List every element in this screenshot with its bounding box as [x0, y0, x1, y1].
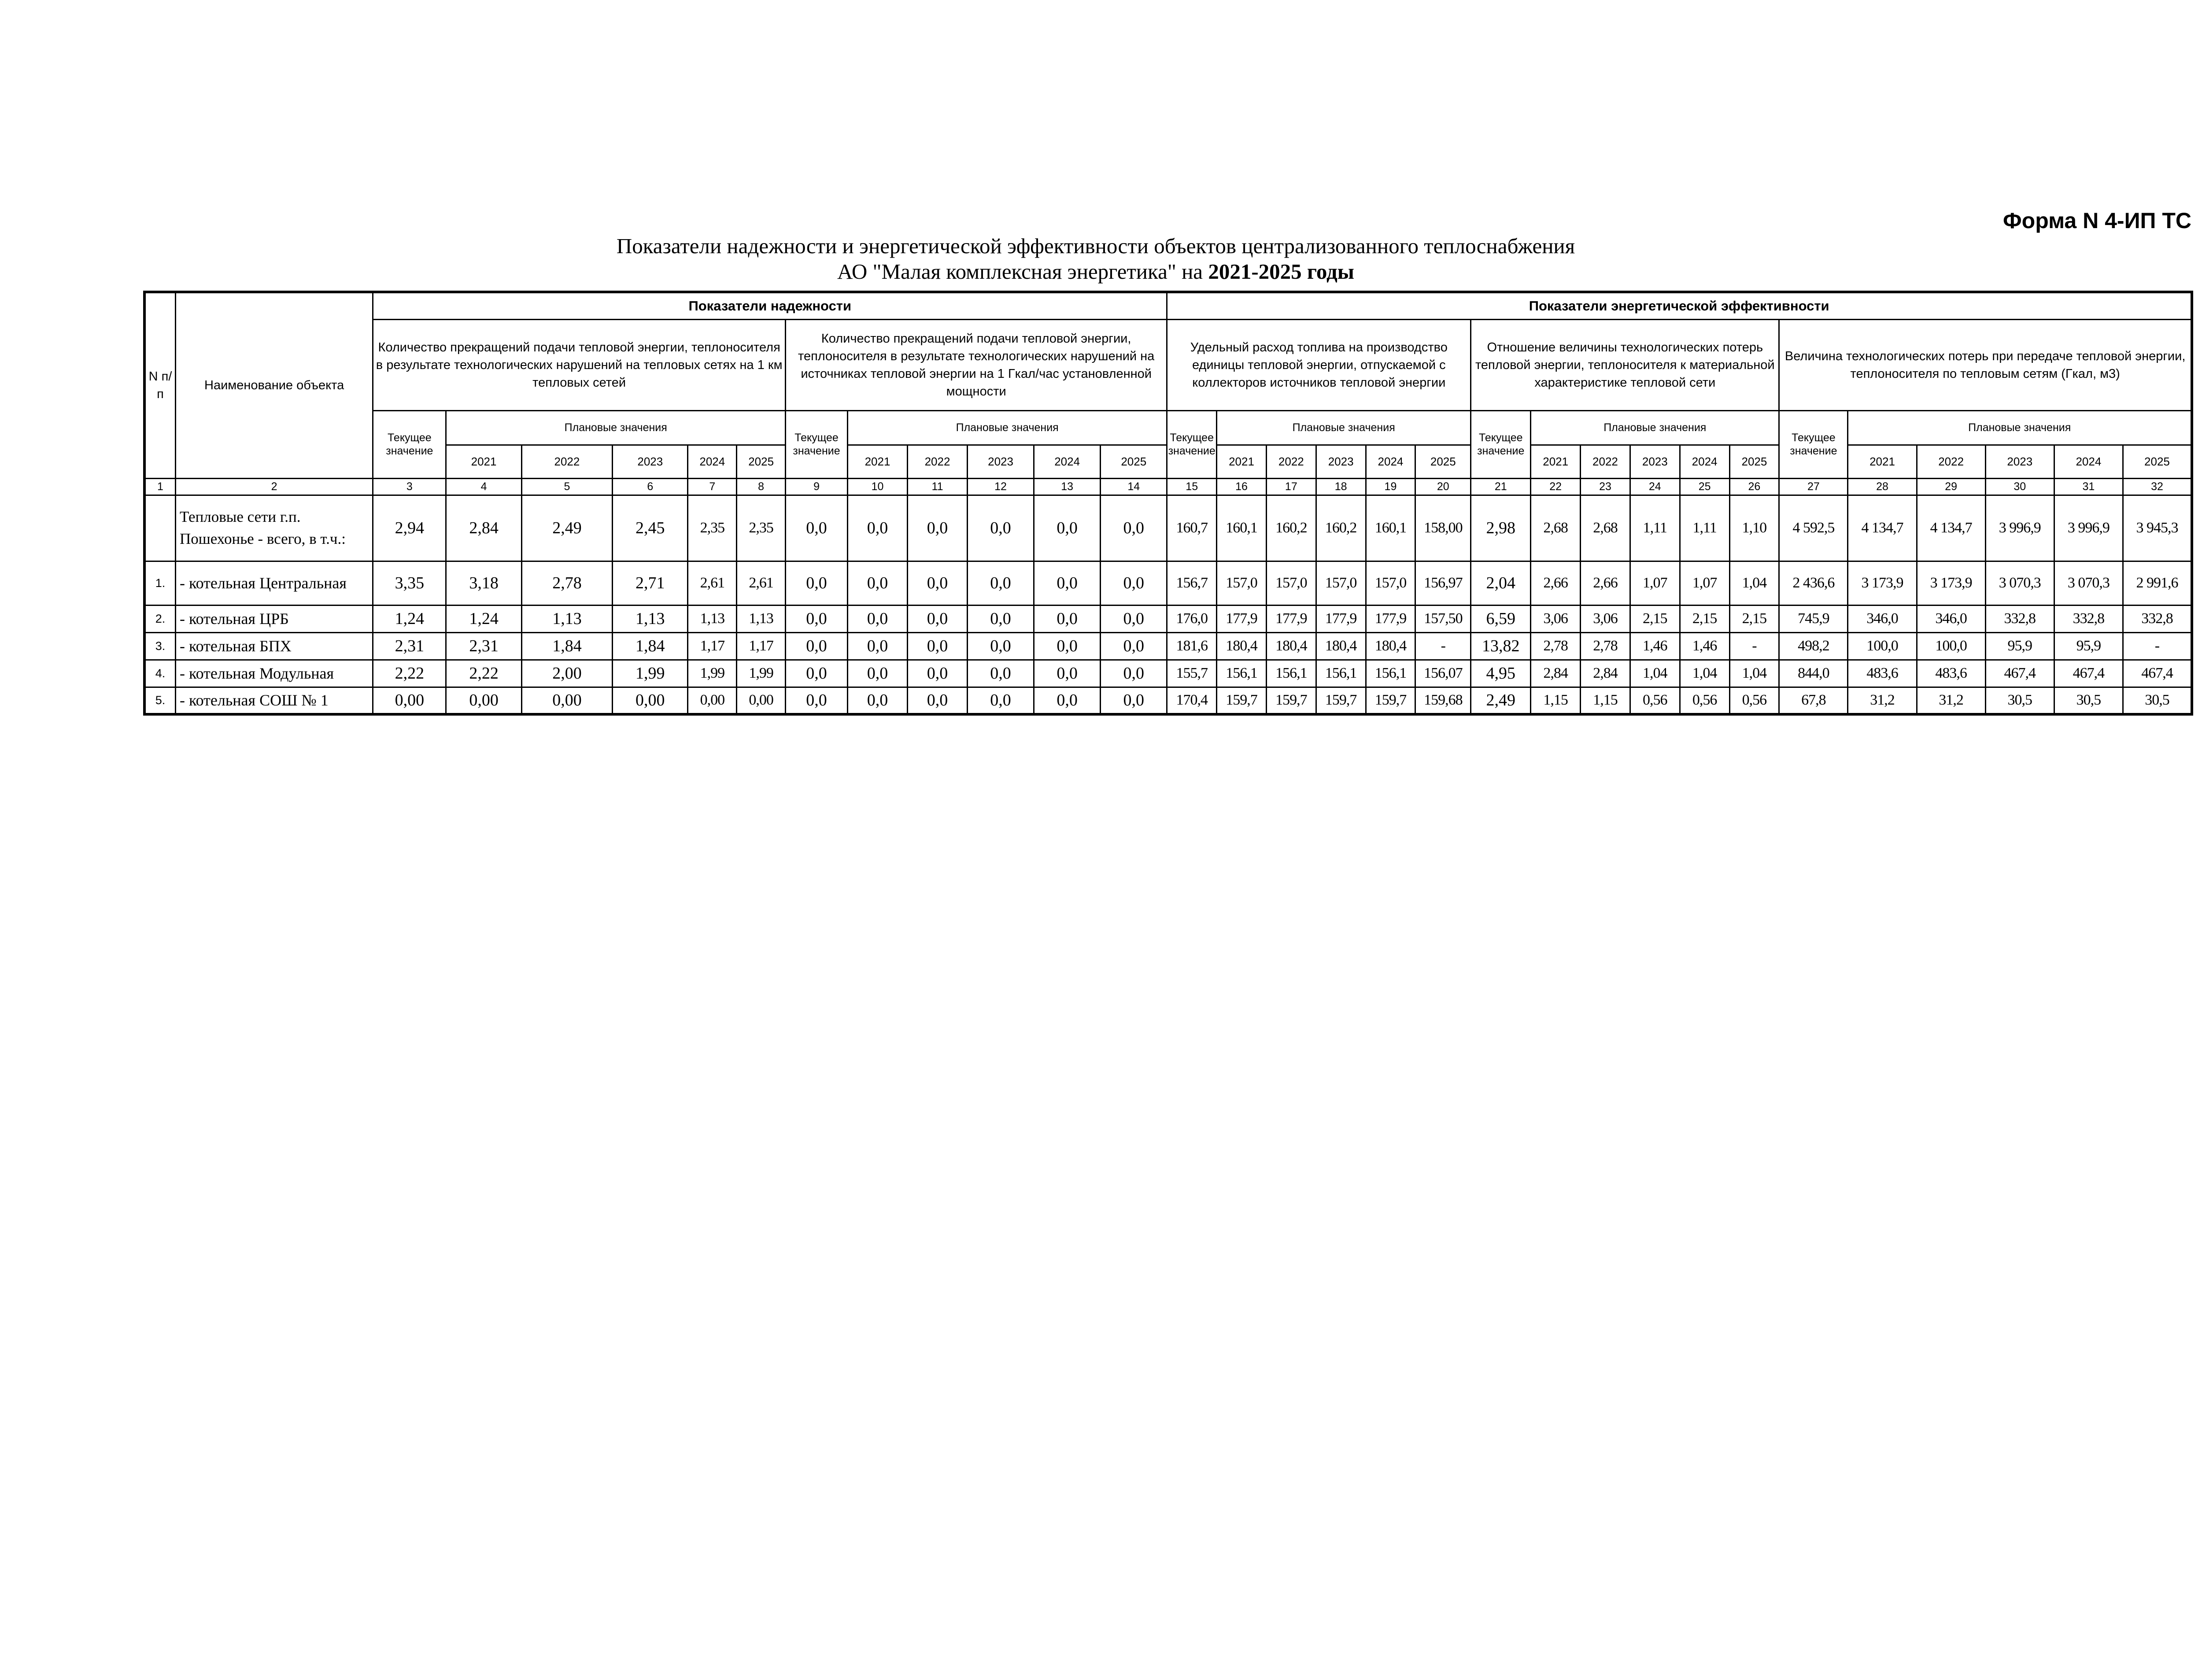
value-cell: 0,0 [848, 561, 908, 605]
value-cell: 1,04 [1729, 660, 1779, 687]
value-cell: 159,7 [1217, 687, 1267, 714]
value-cell: 0,0 [1101, 660, 1167, 687]
value-cell: 1,04 [1680, 660, 1729, 687]
value-cell: 0,0 [848, 687, 908, 714]
value-cell: 3 945,3 [2123, 495, 2192, 561]
value-cell: 2,45 [613, 495, 688, 561]
header-planned-1: Плановые значения [446, 410, 786, 445]
title-line-1: Показатели надежности и энергетической эффективности объектов централизованного теплоснабжения [616, 234, 1575, 258]
value-cell: 483,6 [1917, 660, 1985, 687]
header-current-4: Текущее значение [1471, 410, 1531, 478]
value-cell: 332,8 [2123, 605, 2192, 632]
year-cell: 2022 [1917, 445, 1985, 478]
value-cell: 346,0 [1917, 605, 1985, 632]
value-cell: - [1729, 632, 1779, 660]
header-planned-2: Плановые значения [848, 410, 1167, 445]
value-cell: 180,4 [1366, 632, 1415, 660]
column-numbers-row [144, 478, 2192, 495]
row-number: 1. [144, 561, 176, 605]
value-cell: 67,8 [1779, 687, 1848, 714]
value-cell: 0,56 [1630, 687, 1680, 714]
column-number: 10 [848, 478, 908, 495]
header-planned-4: Плановые значения [1531, 410, 1779, 445]
column-number: 6 [613, 478, 688, 495]
value-cell: 3,06 [1581, 605, 1630, 632]
value-cell: 160,1 [1366, 495, 1415, 561]
header-planned-3: Плановые значения [1217, 410, 1471, 445]
value-cell: 2,66 [1581, 561, 1630, 605]
value-cell: 3 996,9 [1985, 495, 2054, 561]
value-cell: 1,04 [1630, 660, 1680, 687]
value-cell: 1,15 [1531, 687, 1581, 714]
value-cell: 0,0 [968, 605, 1034, 632]
value-cell: 1,84 [613, 632, 688, 660]
column-number: 20 [1415, 478, 1471, 495]
value-cell: 0,0 [1034, 495, 1101, 561]
value-cell: 467,4 [1985, 660, 2054, 687]
value-cell: 0,0 [968, 561, 1034, 605]
year-cell: 2025 [737, 445, 786, 478]
header-group-5: Величина технологических потерь при передаче тепловой энергии, теплоносителя по тепловым сетям (Гкал, м3) [1779, 319, 2192, 410]
value-cell: 2,66 [1531, 561, 1581, 605]
value-cell: 0,0 [786, 687, 848, 714]
column-number: 24 [1630, 478, 1680, 495]
value-cell: 0,0 [786, 561, 848, 605]
year-cell: 2021 [446, 445, 521, 478]
year-cell: 2022 [1266, 445, 1316, 478]
value-cell: 177,9 [1366, 605, 1415, 632]
header-current-5: Текущее значение [1779, 410, 1848, 478]
value-cell: 2,15 [1680, 605, 1729, 632]
value-cell: 2,61 [737, 561, 786, 605]
header-current-3: Текущее значение [1167, 410, 1217, 478]
value-cell: 1,13 [737, 605, 786, 632]
value-cell: 467,4 [2054, 660, 2123, 687]
value-cell: 2,00 [521, 660, 613, 687]
value-cell: 2,68 [1581, 495, 1630, 561]
value-cell: 30,5 [2123, 687, 2192, 714]
table-row [144, 495, 2192, 561]
value-cell: 0,00 [446, 687, 521, 714]
value-cell: 0,0 [848, 632, 908, 660]
value-cell: 0,0 [908, 605, 968, 632]
value-cell: 6,59 [1471, 605, 1531, 632]
value-cell: 180,4 [1316, 632, 1366, 660]
value-cell: 31,2 [1848, 687, 1917, 714]
object-name-cell: - котельная СОШ № 1 [176, 687, 373, 714]
year-cell: 2023 [613, 445, 688, 478]
value-cell: 0,0 [908, 687, 968, 714]
column-number: 19 [1366, 478, 1415, 495]
value-cell: 3,18 [446, 561, 521, 605]
value-cell: 0,0 [1101, 632, 1167, 660]
value-cell: 181,6 [1167, 632, 1217, 660]
value-cell: 844,0 [1779, 660, 1848, 687]
value-cell: 159,7 [1366, 687, 1415, 714]
header-current-1: Текущее значение [373, 410, 446, 478]
value-cell: 2,15 [1630, 605, 1680, 632]
value-cell: 157,50 [1415, 605, 1471, 632]
value-cell: 95,9 [2054, 632, 2123, 660]
value-cell: 0,0 [1101, 605, 1167, 632]
value-cell: 0,0 [1034, 660, 1101, 687]
value-cell: 1,24 [446, 605, 521, 632]
value-cell: 1,99 [688, 660, 737, 687]
value-cell: 0,0 [848, 605, 908, 632]
header-group-3: Удельный расход топлива на производство единицы тепловой энергии, отпускаемой с коллекторов источников тепловой энергии [1167, 319, 1471, 410]
object-name-cell: - котельная Центральная [176, 561, 373, 605]
value-cell: 30,5 [2054, 687, 2123, 714]
column-number: 18 [1316, 478, 1366, 495]
value-cell: 0,0 [786, 495, 848, 561]
value-cell: 156,97 [1415, 561, 1471, 605]
value-cell: 1,17 [688, 632, 737, 660]
value-cell: 1,99 [737, 660, 786, 687]
value-cell: 159,7 [1266, 687, 1316, 714]
value-cell: 1,99 [613, 660, 688, 687]
value-cell: 160,1 [1217, 495, 1267, 561]
object-name-cell: - котельная ЦРБ [176, 605, 373, 632]
value-cell: 2,84 [1531, 660, 1581, 687]
table-header [144, 292, 2192, 495]
value-cell: 0,0 [786, 632, 848, 660]
year-cell: 2021 [1531, 445, 1581, 478]
value-cell: 156,1 [1217, 660, 1267, 687]
year-cell: 2021 [1848, 445, 1917, 478]
value-cell: 2,84 [1581, 660, 1630, 687]
value-cell: 0,0 [908, 561, 968, 605]
value-cell: 2,61 [688, 561, 737, 605]
title-period: 2021-2025 годы [1208, 259, 1355, 284]
table-row [144, 632, 2192, 660]
column-number: 27 [1779, 478, 1848, 495]
column-number: 1 [144, 478, 176, 495]
year-cell: 2024 [1366, 445, 1415, 478]
column-number: 5 [521, 478, 613, 495]
value-cell: 3 996,9 [2054, 495, 2123, 561]
value-cell: 0,0 [908, 632, 968, 660]
row-number: 4. [144, 660, 176, 687]
value-cell: 2,31 [373, 632, 446, 660]
value-cell: 1,15 [1581, 687, 1630, 714]
header-planned-5: Плановые значения [1848, 410, 2192, 445]
value-cell: 160,2 [1266, 495, 1316, 561]
value-cell: 0,56 [1680, 687, 1729, 714]
value-cell: 1,04 [1729, 561, 1779, 605]
value-cell: 0,00 [688, 687, 737, 714]
value-cell: 0,00 [373, 687, 446, 714]
row-number: 5. [144, 687, 176, 714]
value-cell: 2,49 [1471, 687, 1531, 714]
column-number: 25 [1680, 478, 1729, 495]
value-cell: 159,7 [1316, 687, 1366, 714]
row-number: 2. [144, 605, 176, 632]
header-efficiency: Показатели энергетической эффективности [1167, 292, 2192, 319]
value-cell: 0,0 [908, 660, 968, 687]
value-cell: 157,0 [1217, 561, 1267, 605]
value-cell: 4 134,7 [1848, 495, 1917, 561]
value-cell: 1,07 [1680, 561, 1729, 605]
column-number: 31 [2054, 478, 2123, 495]
value-cell: 0,0 [1034, 687, 1101, 714]
year-cell: 2022 [908, 445, 968, 478]
value-cell: 1,84 [521, 632, 613, 660]
value-cell: 0,56 [1729, 687, 1779, 714]
value-cell: 0,0 [1034, 605, 1101, 632]
value-cell: 1,24 [373, 605, 446, 632]
column-number: 13 [1034, 478, 1101, 495]
value-cell: 1,13 [613, 605, 688, 632]
value-cell: 483,6 [1848, 660, 1917, 687]
column-number: 21 [1471, 478, 1531, 495]
value-cell: 332,8 [2054, 605, 2123, 632]
value-cell: 2,68 [1531, 495, 1581, 561]
value-cell: 2,84 [446, 495, 521, 561]
column-number: 16 [1217, 478, 1267, 495]
year-cell: 2021 [1217, 445, 1267, 478]
year-cell: 2025 [2123, 445, 2192, 478]
indicators-table [143, 291, 2193, 716]
value-cell: 0,0 [1034, 561, 1101, 605]
value-cell: 0,0 [848, 495, 908, 561]
value-cell: 100,0 [1848, 632, 1917, 660]
value-cell: 1,07 [1630, 561, 1680, 605]
value-cell: 1,11 [1680, 495, 1729, 561]
value-cell: 2,35 [737, 495, 786, 561]
year-cell: 2023 [1316, 445, 1366, 478]
header-current-2: Текущее значение [786, 410, 848, 478]
column-number: 12 [968, 478, 1034, 495]
value-cell: 467,4 [2123, 660, 2192, 687]
value-cell: 0,0 [968, 495, 1034, 561]
value-cell: 159,68 [1415, 687, 1471, 714]
table-row [144, 660, 2192, 687]
value-cell: 0,0 [1101, 495, 1167, 561]
value-cell: 2,98 [1471, 495, 1531, 561]
value-cell: 170,4 [1167, 687, 1217, 714]
value-cell: 156,07 [1415, 660, 1471, 687]
year-cell: 2021 [848, 445, 908, 478]
year-cell: 2024 [1680, 445, 1729, 478]
row-number [144, 495, 176, 561]
value-cell: 0,0 [908, 495, 968, 561]
value-cell: 157,0 [1316, 561, 1366, 605]
year-cell: 2024 [1034, 445, 1101, 478]
value-cell: 2,49 [521, 495, 613, 561]
value-cell: 100,0 [1917, 632, 1985, 660]
column-number: 9 [786, 478, 848, 495]
value-cell: 1,10 [1729, 495, 1779, 561]
value-cell: 180,4 [1217, 632, 1267, 660]
value-cell: 3 173,9 [1848, 561, 1917, 605]
year-cell: 2023 [1630, 445, 1680, 478]
value-cell: 3 173,9 [1917, 561, 1985, 605]
value-cell: 2,78 [1581, 632, 1630, 660]
header-object-name: Наименование объекта [176, 292, 373, 478]
object-name-cell: - котельная Модульная [176, 660, 373, 687]
value-cell: 0,0 [786, 660, 848, 687]
object-name-cell: Тепловые сети г.п. Пошехонье - всего, в т.ч.: [176, 495, 373, 561]
value-cell: 177,9 [1266, 605, 1316, 632]
value-cell: 2 991,6 [2123, 561, 2192, 605]
value-cell: 0,0 [968, 632, 1034, 660]
value-cell: 160,7 [1167, 495, 1217, 561]
column-number: 3 [373, 478, 446, 495]
column-number: 8 [737, 478, 786, 495]
column-number: 11 [908, 478, 968, 495]
value-cell: 332,8 [1985, 605, 2054, 632]
year-cell: 2023 [968, 445, 1034, 478]
value-cell: 156,1 [1266, 660, 1316, 687]
value-cell: 3 070,3 [1985, 561, 2054, 605]
value-cell: 0,0 [848, 660, 908, 687]
column-number: 26 [1729, 478, 1779, 495]
value-cell: 158,00 [1415, 495, 1471, 561]
column-number: 14 [1101, 478, 1167, 495]
year-cell: 2022 [521, 445, 613, 478]
column-number: 17 [1266, 478, 1316, 495]
value-cell: 180,4 [1266, 632, 1316, 660]
value-cell: - [2123, 632, 2192, 660]
value-cell: 1,13 [521, 605, 613, 632]
column-number: 4 [446, 478, 521, 495]
value-cell: 157,0 [1366, 561, 1415, 605]
value-cell: 157,0 [1266, 561, 1316, 605]
value-cell: 2,78 [1531, 632, 1581, 660]
value-cell: 1,17 [737, 632, 786, 660]
value-cell: 0,0 [1034, 632, 1101, 660]
value-cell: 95,9 [1985, 632, 2054, 660]
value-cell: 2,15 [1729, 605, 1779, 632]
value-cell: 2,04 [1471, 561, 1531, 605]
value-cell: 156,7 [1167, 561, 1217, 605]
table-row [144, 561, 2192, 605]
column-number: 28 [1848, 478, 1917, 495]
value-cell: 3,35 [373, 561, 446, 605]
column-number: 15 [1167, 478, 1217, 495]
value-cell: 2,71 [613, 561, 688, 605]
row-number: 3. [144, 632, 176, 660]
year-cell: 2023 [1985, 445, 2054, 478]
value-cell: 0,00 [521, 687, 613, 714]
document-title [0, 233, 2202, 284]
value-cell: 4,95 [1471, 660, 1531, 687]
value-cell: 156,1 [1366, 660, 1415, 687]
title-line-2 [0, 259, 2202, 284]
value-cell: 1,46 [1680, 632, 1729, 660]
value-cell: 2,22 [446, 660, 521, 687]
table-body [144, 495, 2192, 714]
form-label: Форма N 4-ИП ТС [2002, 208, 2191, 233]
year-cell: 2025 [1415, 445, 1471, 478]
column-number: 7 [688, 478, 737, 495]
column-number: 2 [176, 478, 373, 495]
value-cell: 1,13 [688, 605, 737, 632]
value-cell: 0,00 [613, 687, 688, 714]
value-cell: 0,0 [1101, 687, 1167, 714]
header-group-1: Количество прекращений подачи тепловой энергии, теплоносителя в результате технологических нарушений на тепловых сетях на 1 км тепловых сетей [373, 319, 786, 410]
value-cell: 3,06 [1531, 605, 1581, 632]
value-cell: 155,7 [1167, 660, 1217, 687]
value-cell: 156,1 [1316, 660, 1366, 687]
value-cell: 13,82 [1471, 632, 1531, 660]
value-cell: - [1415, 632, 1471, 660]
value-cell: 2,31 [446, 632, 521, 660]
value-cell: 0,0 [786, 605, 848, 632]
year-cell: 2022 [1581, 445, 1630, 478]
value-cell: 498,2 [1779, 632, 1848, 660]
value-cell: 160,2 [1316, 495, 1366, 561]
column-number: 30 [1985, 478, 2054, 495]
value-cell: 0,00 [737, 687, 786, 714]
value-cell: 4 134,7 [1917, 495, 1985, 561]
table-row [144, 605, 2192, 632]
value-cell: 0,0 [1101, 561, 1167, 605]
header-group-2: Количество прекращений подачи тепловой энергии, теплоносителя в результате технологических нарушений на источниках тепловой энергии на 1 Гкал/час установленной мощности [786, 319, 1167, 410]
column-number: 22 [1531, 478, 1581, 495]
value-cell: 346,0 [1848, 605, 1917, 632]
value-cell: 3 070,3 [2054, 561, 2123, 605]
title-line-2-prefix: АО "Малая комплексная энергетика" на [837, 259, 1208, 284]
value-cell: 177,9 [1316, 605, 1366, 632]
table-row [144, 687, 2192, 714]
value-cell: 4 592,5 [1779, 495, 1848, 561]
year-cell: 2024 [2054, 445, 2123, 478]
column-number: 32 [2123, 478, 2192, 495]
value-cell: 2,94 [373, 495, 446, 561]
object-name-cell: - котельная БПХ [176, 632, 373, 660]
value-cell: 1,46 [1630, 632, 1680, 660]
year-cell: 2025 [1101, 445, 1167, 478]
value-cell: 2,22 [373, 660, 446, 687]
header-reliability: Показатели надежности [373, 292, 1167, 319]
value-cell: 0,0 [968, 660, 1034, 687]
value-cell: 1,11 [1630, 495, 1680, 561]
column-number: 29 [1917, 478, 1985, 495]
year-cell: 2024 [688, 445, 737, 478]
value-cell: 745,9 [1779, 605, 1848, 632]
value-cell: 31,2 [1917, 687, 1985, 714]
header-np: N п/п [144, 292, 176, 478]
value-cell: 177,9 [1217, 605, 1267, 632]
year-cell: 2025 [1729, 445, 1779, 478]
value-cell: 0,0 [968, 687, 1034, 714]
value-cell: 2 436,6 [1779, 561, 1848, 605]
value-cell: 30,5 [1985, 687, 2054, 714]
value-cell: 2,78 [521, 561, 613, 605]
column-number: 23 [1581, 478, 1630, 495]
header-group-4: Отношение величины технологических потерь тепловой энергии, теплоносителя к материальной характеристике тепловой сети [1471, 319, 1779, 410]
value-cell: 2,35 [688, 495, 737, 561]
value-cell: 176,0 [1167, 605, 1217, 632]
